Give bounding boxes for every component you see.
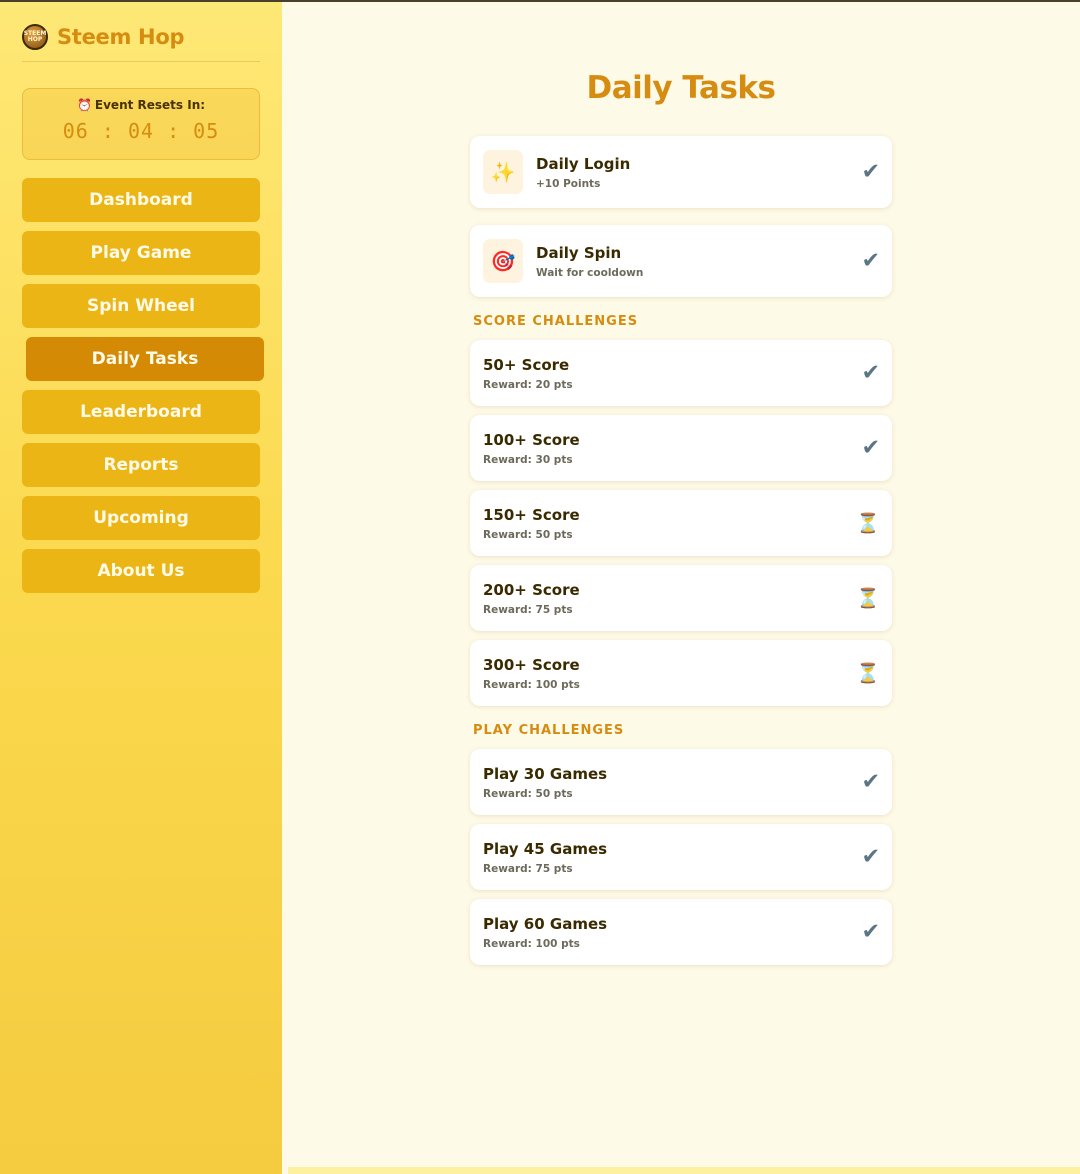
sidebar-nav: [22, 178, 260, 593]
challenge-play-60[interactable]: [470, 899, 892, 965]
check-icon: ✔: [861, 919, 880, 945]
task-subtitle: Wait for cooldown: [536, 266, 644, 279]
task-subtitle: +10 Points: [536, 177, 601, 190]
nav-reports-button[interactable]: Reports: [22, 443, 260, 487]
check-icon: ✔: [861, 844, 880, 870]
challenge-score-150[interactable]: [470, 490, 892, 556]
nav-upcoming-button[interactable]: Upcoming: [22, 496, 260, 540]
check-icon: ✔: [861, 769, 880, 795]
nav-daily-tasks-button[interactable]: Daily Tasks: [26, 337, 264, 381]
alarm-clock-icon: ⏰: [76, 98, 92, 112]
challenge-title: 100+ Score: [483, 430, 580, 449]
challenge-reward: Reward: 75 pts: [483, 862, 573, 875]
challenge-reward: Reward: 50 pts: [483, 787, 573, 800]
score-challenges-heading: SCORE CHALLENGES: [473, 314, 639, 329]
challenge-reward: Reward: 75 pts: [483, 603, 573, 616]
nav-spin-wheel-button[interactable]: Spin Wheel: [22, 284, 260, 328]
task-daily-login[interactable]: [470, 136, 892, 208]
hourglass-icon: ⏳: [856, 587, 880, 610]
page-title: Daily Tasks: [586, 70, 776, 106]
check-icon: ✔: [861, 159, 880, 185]
task-title: Daily Login: [536, 154, 631, 173]
timer-label: Event Resets In:: [94, 98, 206, 112]
challenge-reward: Reward: 100 pts: [483, 678, 580, 691]
nav-play-game-button[interactable]: Play Game: [22, 231, 260, 275]
challenge-reward: Reward: 20 pts: [483, 378, 573, 391]
challenge-title: Play 45 Games: [483, 839, 608, 858]
sparkles-icon: ✨: [483, 150, 523, 194]
challenge-title: 50+ Score: [483, 355, 570, 374]
nav-about-us-button[interactable]: About Us: [22, 549, 260, 593]
nav-leaderboard-button[interactable]: Leaderboard: [22, 390, 260, 434]
timer-value: 06 : 04 : 05: [62, 119, 220, 143]
challenge-reward: Reward: 100 pts: [483, 937, 580, 950]
check-icon: ✔: [861, 360, 880, 386]
challenge-play-30[interactable]: [470, 749, 892, 815]
check-icon: ✔: [861, 248, 880, 274]
nav-dashboard-button[interactable]: Dashboard: [22, 178, 260, 222]
challenge-title: Play 60 Games: [483, 914, 608, 933]
target-icon: 🎯: [483, 239, 523, 283]
check-icon: ✔: [861, 435, 880, 461]
challenge-title: 150+ Score: [483, 505, 580, 524]
challenge-reward: Reward: 30 pts: [483, 453, 573, 466]
sidebar: [0, 0, 282, 1174]
event-timer: [22, 88, 260, 160]
hourglass-icon: ⏳: [856, 512, 880, 535]
challenge-title: 300+ Score: [483, 655, 580, 674]
challenge-title: 200+ Score: [483, 580, 580, 599]
challenge-title: Play 30 Games: [483, 764, 608, 783]
challenge-score-100[interactable]: [470, 415, 892, 481]
challenge-score-300[interactable]: [470, 640, 892, 706]
bottom-strip: [288, 1167, 1080, 1174]
challenge-score-50[interactable]: [470, 340, 892, 406]
hourglass-icon: ⏳: [856, 662, 880, 685]
brand-divider: [22, 61, 260, 62]
task-title: Daily Spin: [536, 243, 622, 262]
main-content: [282, 0, 1080, 1174]
task-daily-spin[interactable]: [470, 225, 892, 297]
challenge-score-200[interactable]: [470, 565, 892, 631]
brand-name: Steem Hop: [57, 25, 185, 49]
tasks-list: [470, 136, 892, 974]
challenge-play-45[interactable]: [470, 824, 892, 890]
challenge-reward: Reward: 50 pts: [483, 528, 573, 541]
play-challenges-heading: PLAY CHALLENGES: [473, 723, 625, 738]
brand[interactable]: [22, 22, 260, 52]
steem-hop-logo-icon: STEEM HOP: [22, 24, 48, 50]
window-top-border: [0, 0, 1080, 2]
